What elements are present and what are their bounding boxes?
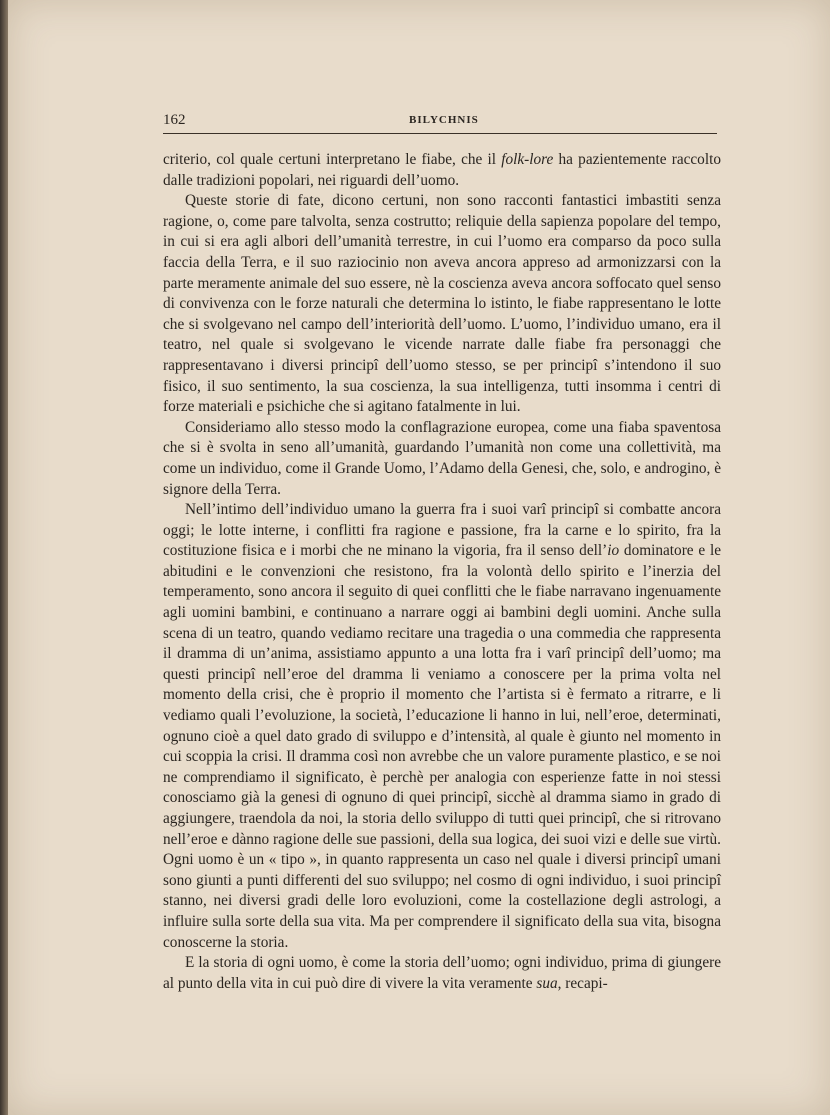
text-run: criterio, col quale certuni interpretano le fiabe, che il bbox=[163, 151, 502, 168]
page-header bbox=[163, 112, 721, 134]
paragraph-2 bbox=[163, 191, 721, 418]
italic-run: folk-lore bbox=[501, 151, 554, 168]
text-run: ha pazientemente raccolto dalle tradizioni popolari, nei riguardi dell’uomo. bbox=[163, 151, 721, 189]
text-run: dominatore e le abitudini e le convenzioni che resistono, fra la volontà dello spirito e l’inerzia del temperamento, sono ancora il seguito di quei conflitti che le fiabe narravano ingenuamente agli uomini bambini, e continuano a narrare oggi ai bambini degli uomini. Anche sulla scena di un teatro, quando vediamo recitare una tragedia o una commedia che rappresenta il dramma di un’anima, assistiamo appunto a una lotta fra i varî principî dell’uomo; ma questi principî nell’eroe del dramma li veniamo a conoscere per la prima volta nel momento della crisi, che è proprio il momento che l’artista si è fermato a ritrarre, e li vediamo quali l’evoluzione, la società, l’educazione li hanno in lui, nell’eroe, determinati, ognuno cioè a quel dato grado di sviluppo e d’intensità, al quale è giunto nel momento in cui scoppia la crisi. Il dramma così non avrebbe che un valore puramente plastico, e se noi ne comprendiamo il significato, è perchè per analogia con esperienze fatte in noi stessi conosciamo già la genesi di ognuno di quei principî, sicchè al dramma siamo in grado di aggiungere, traendola da noi, la storia dello sviluppo di tutti quei principî, che si ritrovano nell’eroe e dànno ragione delle sue passioni, della sua logica, dei suoi vizi e delle sue virtù. Ogni uomo è un « tipo », in quanto rappresenta un caso nel quale i diversi principî umani sono giunti a punti differenti del suo sviluppo; nel cosmo di ogni individuo, i suoi principî stanno, nei diversi gradi delle loro evoluzioni, come la costellazione degli astrologi, a influire sulla sorte della sua vita. Ma per comprendere il significato della sua vita, bisogna conoscerne la storia. bbox=[163, 542, 722, 951]
text-run: , recapi- bbox=[557, 974, 608, 992]
book-spine-edge bbox=[0, 0, 8, 1115]
paragraph-4 bbox=[163, 500, 721, 953]
running-head: BILYCHNIS bbox=[409, 114, 479, 126]
text-run: Nell’intimo dell’individuo umano la guerra fra i suoi varî principî si combatte ancora oggi; le lotte interne, i conflitti fra ragione e passione, fra la carne e lo spirito, fra la costituzione fisica e i morbi che ne minano la vigoria, fra il senso dell’ bbox=[163, 501, 721, 560]
paragraph-3 bbox=[163, 418, 721, 500]
header-rule bbox=[163, 133, 717, 134]
italic-run: sua bbox=[536, 974, 558, 992]
paragraph-1 bbox=[163, 150, 721, 191]
text-run: E la storia di ogni uomo, è come la storia dell’uomo; ogni individuo, prima di giungere al punto della vita in cui può dire di vivere la vita veramente bbox=[163, 954, 721, 992]
paragraph-5 bbox=[163, 953, 721, 994]
body-text bbox=[163, 150, 721, 994]
page-number: 162 bbox=[163, 112, 186, 128]
text-run: Consideriamo allo stesso modo la conflagrazione europea, come una fiaba spaventosa che si è svolta in seno all’umanità, guardando l’umanità non come una collettività, ma come un individuo, come il Grande Uomo, l’Adamo della Genesi, che, solo, e androgino, è signore della Terra. bbox=[163, 418, 721, 498]
text-run: Queste storie di fate, dicono certuni, non sono racconti fantastici imbastiti senza ragione, o, come pare talvolta, senza costrutto; reliquie della sapienza popolare del tempo, in cui si era agli albori dell’umanità terrestre, in cui l’uomo era comparso da poco sulla faccia della Terra, e il suo raziocinio non aveva ancora appreso ad armonizzarsi con la parte meramente animale del suo essere, nè la coscienza aveva ancora soffocato quel senso di convivenza con le forze naturali che determina lo istinto, le fiabe rappresentano le lotte che si svolgevano nel campo dell’interiorità dell’uomo. L’uomo, l’individuo umano, era il teatro, nel quale si svolgevano le vicende narrate dalle fiabe fra personaggi che rappresentavano i diversi principî dell’uomo stesso, se per principî s’intendono il suo fisico, il suo sentimento, la sua coscienza, la sua intelligenza, tutti insomma i centri di forze materiali e psichiche che si agitano fatalmente in lui. bbox=[163, 192, 721, 416]
italic-run: io bbox=[607, 542, 620, 560]
